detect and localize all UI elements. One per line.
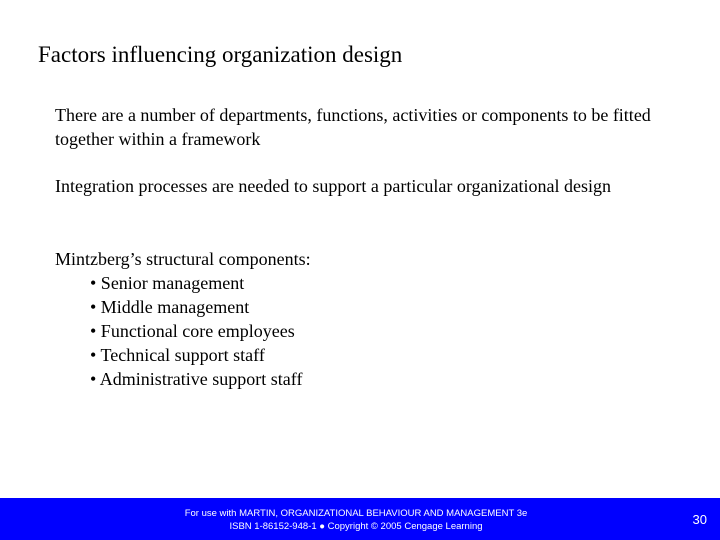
- list-item-administrative-support: • Administrative support staff: [90, 369, 303, 389]
- footer-copyright: [0, 507, 712, 533]
- list-intro: Mintzberg’s structural components:: [55, 249, 311, 269]
- footer-line-book: For use with MARTIN, ORGANIZATIONAL BEHAVIOUR AND MANAGEMENT 3e: [184, 508, 528, 519]
- mintzberg-section: [55, 247, 665, 391]
- footer-line-isbn: ISBN 1-86152-948-1 ● Copyright © 2005 Cengage Learning: [229, 521, 483, 532]
- list-item-middle-management: • Middle management: [90, 297, 250, 317]
- slide-title: Factors influencing organization design: [38, 42, 403, 67]
- paragraph-integration: Integration processes are needed to support a particular organizational design: [55, 176, 611, 196]
- paragraph-framework: There are a number of departments, functions, activities or components to be fitted together within a framework: [55, 105, 651, 149]
- page-number: 30: [692, 512, 707, 527]
- footer-bar: [0, 498, 720, 540]
- list-item-senior-management: • Senior management: [90, 273, 245, 293]
- structural-components-list: [55, 271, 665, 391]
- list-item-technical-support: • Technical support staff: [90, 345, 265, 365]
- list-item-functional-core: • Functional core employees: [90, 321, 295, 341]
